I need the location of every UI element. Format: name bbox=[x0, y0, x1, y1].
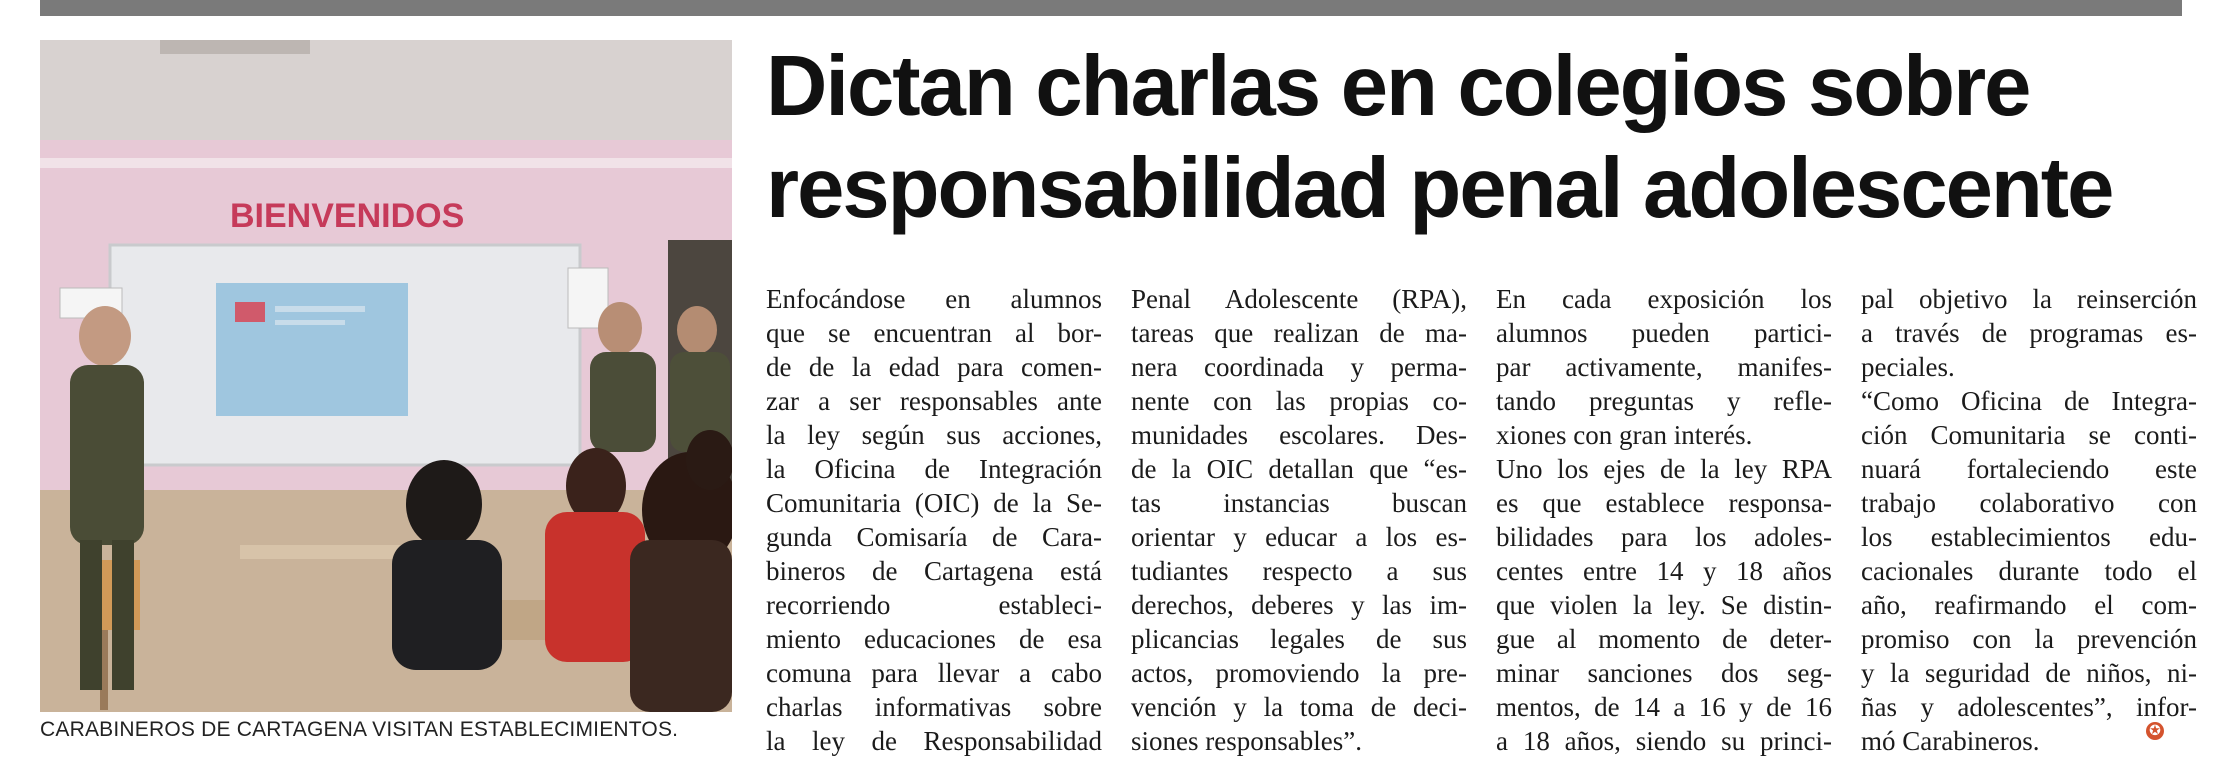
word: Integra- bbox=[2111, 386, 2197, 416]
text-line: xiones con gran interés. bbox=[1496, 420, 1753, 450]
word: (RPA), bbox=[1392, 284, 1467, 314]
word: tareas bbox=[1131, 318, 1194, 348]
word: ley bbox=[807, 420, 841, 450]
text-line bbox=[766, 588, 1102, 622]
word: su bbox=[1721, 726, 1746, 756]
text-line bbox=[1861, 384, 2197, 418]
word: (OIC) bbox=[914, 488, 980, 518]
word: que bbox=[1496, 590, 1535, 620]
text-line bbox=[1861, 554, 2197, 588]
word: de bbox=[992, 522, 1018, 552]
text-line bbox=[766, 656, 1102, 690]
text-line bbox=[1131, 350, 1467, 384]
classroom-photo-illustration bbox=[40, 40, 732, 712]
word: legales bbox=[1269, 624, 1345, 654]
word: que bbox=[766, 318, 805, 348]
word: zar bbox=[766, 386, 799, 416]
word: En bbox=[1496, 284, 1526, 314]
word: violen bbox=[1550, 590, 1618, 620]
word: reinserción bbox=[2077, 284, 2197, 314]
word: que bbox=[1542, 488, 1582, 518]
word: Se bbox=[1720, 590, 1748, 620]
text-line bbox=[766, 520, 1102, 554]
word: adoles- bbox=[1754, 522, 1832, 552]
word: Se- bbox=[1065, 488, 1102, 518]
text-line: siones responsables”. bbox=[1131, 726, 1362, 756]
word: ni- bbox=[2166, 658, 2197, 688]
word: gunda bbox=[766, 522, 832, 552]
word: y bbox=[1351, 590, 1365, 620]
word: Uno bbox=[1496, 454, 1543, 484]
word: la bbox=[1381, 658, 1402, 688]
text-line bbox=[1131, 384, 1467, 418]
word: centes bbox=[1496, 556, 1564, 586]
word: que bbox=[1369, 454, 1409, 484]
word: alumnos bbox=[1496, 318, 1588, 348]
text-line bbox=[1496, 588, 1832, 622]
word: de bbox=[2045, 658, 2071, 688]
word: Comunitaria bbox=[1930, 420, 2066, 450]
word: seguridad bbox=[1924, 658, 2030, 688]
word: reafirmando bbox=[1934, 590, 2067, 620]
word: a bbox=[818, 386, 831, 416]
word: de bbox=[2064, 386, 2090, 416]
word: bor- bbox=[1057, 318, 1102, 348]
word: coordinada bbox=[1204, 352, 1324, 382]
text-line bbox=[1861, 282, 2197, 316]
text-line bbox=[1131, 316, 1467, 350]
word: en bbox=[945, 284, 971, 314]
word: de bbox=[871, 726, 897, 756]
word: la bbox=[851, 352, 872, 382]
text-line: mó Carabineros. bbox=[1861, 726, 2040, 756]
text-line bbox=[1131, 656, 1467, 690]
word: la bbox=[1632, 590, 1653, 620]
text-line bbox=[1496, 384, 1832, 418]
word: comen- bbox=[1021, 352, 1102, 382]
word: de bbox=[766, 352, 792, 382]
word: pre- bbox=[1423, 658, 1467, 688]
headline-line: responsabilidad penal adolescente bbox=[766, 141, 2113, 236]
word: el bbox=[2177, 556, 2197, 586]
text-line bbox=[1496, 282, 1832, 316]
text-line bbox=[1496, 622, 1832, 656]
word: todo bbox=[2104, 556, 2153, 586]
text-line bbox=[1496, 316, 1832, 350]
word: ante bbox=[1056, 386, 1102, 416]
word: prevención bbox=[2077, 624, 2197, 654]
word: y bbox=[1861, 658, 1875, 688]
word: promoviendo bbox=[1215, 658, 1360, 688]
word: instancias bbox=[1223, 488, 1330, 518]
word: y bbox=[1350, 352, 1364, 382]
word: de bbox=[1981, 318, 2008, 348]
word: 14 bbox=[1633, 692, 1661, 722]
word: nuará bbox=[1861, 454, 1921, 484]
word: cacionales bbox=[1861, 556, 1974, 586]
word: los bbox=[1557, 454, 1589, 484]
word: im- bbox=[1429, 590, 1467, 620]
word: este bbox=[2155, 454, 2197, 484]
word: promiso bbox=[1861, 624, 1950, 654]
word: actos, bbox=[1131, 658, 1194, 688]
word: deci- bbox=[1413, 692, 1467, 722]
word: preguntas bbox=[1589, 386, 1694, 416]
word: durante bbox=[1998, 556, 2080, 586]
word: 18 bbox=[1522, 726, 1550, 756]
word: de bbox=[993, 488, 1019, 518]
word: la bbox=[1032, 488, 1053, 518]
word: buscan bbox=[1392, 488, 1467, 518]
word: distin- bbox=[1762, 590, 1832, 620]
top-rule bbox=[40, 0, 2182, 16]
word: encuentran bbox=[873, 318, 992, 348]
word: los bbox=[1694, 522, 1727, 552]
word: cabo bbox=[1051, 658, 1102, 688]
text-line bbox=[1131, 622, 1467, 656]
text-line bbox=[1131, 282, 1467, 316]
word: y bbox=[1727, 386, 1741, 416]
word: perma- bbox=[1390, 352, 1467, 382]
word: Adolescente bbox=[1224, 284, 1359, 314]
word: de bbox=[924, 454, 951, 484]
word: los bbox=[1800, 284, 1832, 314]
word: sanciones bbox=[1587, 658, 1693, 688]
word: co- bbox=[1432, 386, 1467, 416]
word: Cartagena bbox=[924, 556, 1034, 586]
word: Integración bbox=[979, 454, 1102, 484]
text-line bbox=[1131, 520, 1467, 554]
word: a bbox=[1386, 556, 1399, 586]
word: según bbox=[861, 420, 925, 450]
word: través bbox=[1895, 318, 1960, 348]
word: derechos, bbox=[1131, 590, 1234, 620]
word: ser bbox=[849, 386, 881, 416]
word: dos bbox=[1720, 658, 1759, 688]
word: estableci- bbox=[998, 590, 1102, 620]
word: y bbox=[1739, 692, 1753, 722]
word: los bbox=[1861, 522, 1893, 552]
text-line bbox=[1131, 452, 1467, 486]
word: Comisaría bbox=[856, 522, 968, 552]
text-line bbox=[1861, 316, 2197, 350]
word: gue bbox=[1496, 624, 1535, 654]
word: a bbox=[1355, 522, 1368, 552]
text-line bbox=[1131, 554, 1467, 588]
word: exposición bbox=[1647, 284, 1765, 314]
word: esa bbox=[1067, 624, 1102, 654]
word: con bbox=[1213, 386, 1253, 416]
word: la bbox=[1171, 454, 1192, 484]
word: de bbox=[1379, 318, 1405, 348]
word: con bbox=[2158, 488, 2197, 518]
word: plicancias bbox=[1131, 624, 1239, 654]
text-line bbox=[1496, 724, 1832, 758]
text-line bbox=[1496, 452, 1832, 486]
word: es- bbox=[2165, 318, 2197, 348]
text-line bbox=[1861, 588, 2197, 622]
text-line bbox=[1131, 588, 1467, 622]
word: mentos, bbox=[1496, 692, 1581, 722]
text-line bbox=[766, 622, 1102, 656]
word: manifes- bbox=[1737, 352, 1832, 382]
word: al bbox=[1015, 318, 1035, 348]
word: para bbox=[957, 352, 1004, 382]
word: y bbox=[1233, 692, 1247, 722]
word: Des- bbox=[1416, 420, 1467, 450]
photo-caption: CARABINEROS DE CARTAGENA VISITAN ESTABLECIMIENTOS. bbox=[40, 718, 679, 741]
word: pueden bbox=[1631, 318, 1710, 348]
word: sus bbox=[946, 420, 981, 450]
word: de bbox=[1375, 624, 1402, 654]
article-column-3 bbox=[1496, 282, 1832, 758]
word: nente bbox=[1131, 386, 1190, 416]
text-line bbox=[766, 384, 1102, 418]
word: munidades bbox=[1131, 420, 1248, 450]
word: está bbox=[1060, 556, 1102, 586]
word: conti- bbox=[2133, 420, 2197, 450]
word: sobre bbox=[1043, 692, 1102, 722]
word: de bbox=[1659, 454, 1686, 484]
word: educar bbox=[1265, 522, 1338, 552]
word: adolescentes”, bbox=[1957, 692, 2113, 722]
word: responsables bbox=[899, 386, 1038, 416]
word: a bbox=[1019, 658, 1032, 688]
word: deter- bbox=[1769, 624, 1832, 654]
word: toma bbox=[1299, 692, 1354, 722]
text-line bbox=[766, 282, 1102, 316]
text-line bbox=[1131, 418, 1467, 452]
word: de bbox=[872, 556, 898, 586]
word: y bbox=[1233, 522, 1247, 552]
word: Cara- bbox=[1042, 522, 1102, 552]
text-line bbox=[766, 350, 1102, 384]
word: propias bbox=[1329, 386, 1409, 416]
word: com- bbox=[2141, 590, 2197, 620]
text-line bbox=[1496, 350, 1832, 384]
word: OIC bbox=[1206, 454, 1254, 484]
word: Oficina bbox=[814, 454, 896, 484]
word: partici- bbox=[1754, 318, 1832, 348]
word: siendo bbox=[1635, 726, 1707, 756]
word: pal bbox=[1861, 284, 1894, 314]
word: respecto bbox=[1262, 556, 1353, 586]
word: responsa- bbox=[1728, 488, 1832, 518]
text-line bbox=[766, 418, 1102, 452]
text-line bbox=[766, 316, 1102, 350]
word: a bbox=[1673, 692, 1686, 722]
word: años bbox=[1782, 556, 1832, 586]
word: al bbox=[1556, 624, 1577, 654]
word: a bbox=[1496, 726, 1508, 756]
text-line bbox=[1861, 690, 2197, 724]
word: de bbox=[1131, 454, 1157, 484]
text-line bbox=[1861, 452, 2197, 486]
word: comuna bbox=[766, 658, 852, 688]
word: Responsabilidad bbox=[923, 726, 1102, 756]
word: establecimientos bbox=[1930, 522, 2111, 552]
word: detallan bbox=[1268, 454, 1354, 484]
word: el bbox=[2094, 590, 2114, 620]
word: de bbox=[808, 352, 835, 382]
word: la bbox=[766, 726, 786, 756]
word: par bbox=[1496, 352, 1531, 382]
text-line bbox=[766, 724, 1102, 758]
word: ejes bbox=[1603, 454, 1646, 484]
word: ley bbox=[1734, 454, 1768, 484]
word: la bbox=[1700, 454, 1720, 484]
word: la bbox=[766, 420, 786, 450]
word: programas bbox=[2029, 318, 2144, 348]
word: es bbox=[1496, 488, 1519, 518]
text-line bbox=[766, 690, 1102, 724]
word: Enfocándose bbox=[766, 284, 906, 314]
text-line bbox=[1496, 656, 1832, 690]
word: “Como bbox=[1861, 386, 1939, 416]
word: bilidades bbox=[1496, 522, 1594, 552]
text-line bbox=[1861, 656, 2197, 690]
text-line bbox=[1131, 690, 1467, 724]
word: Oficina bbox=[1961, 386, 2042, 416]
word: RPA bbox=[1781, 454, 1832, 484]
word: de bbox=[1594, 692, 1620, 722]
word: a bbox=[1861, 318, 1873, 348]
word: de bbox=[1722, 624, 1748, 654]
word: que bbox=[1214, 318, 1254, 348]
word: tas bbox=[1131, 488, 1161, 518]
word: edu- bbox=[2149, 522, 2197, 552]
article-photo bbox=[40, 40, 732, 712]
word: Comunitaria bbox=[766, 488, 901, 518]
word: la bbox=[2034, 624, 2055, 654]
text-line bbox=[1861, 520, 2197, 554]
word: año, bbox=[1861, 590, 1907, 620]
word: alumnos bbox=[1010, 284, 1102, 314]
word: recorriendo bbox=[766, 590, 891, 620]
word: la bbox=[1889, 658, 1910, 688]
word: niños, bbox=[2086, 658, 2152, 688]
word: y bbox=[1702, 556, 1717, 586]
word: ñas bbox=[1861, 692, 1897, 722]
article-column-4 bbox=[1861, 282, 2197, 758]
word: acciones, bbox=[1002, 420, 1102, 450]
word: 18 bbox=[1735, 556, 1763, 586]
word: educaciones bbox=[864, 624, 996, 654]
word: nera bbox=[1131, 352, 1178, 382]
word: sus bbox=[1432, 556, 1467, 586]
headline-line: Dictan charlas en colegios sobre bbox=[766, 39, 2030, 134]
word: momento bbox=[1598, 624, 1701, 654]
banner-text: BIENVENIDOS bbox=[230, 197, 465, 235]
word: y bbox=[1920, 692, 1934, 722]
text-line bbox=[1496, 690, 1832, 724]
word: fortaleciendo bbox=[1966, 454, 2110, 484]
word: seg- bbox=[1787, 658, 1832, 688]
word: Penal bbox=[1131, 284, 1191, 314]
text-line bbox=[1861, 486, 2197, 520]
word: objetivo bbox=[1919, 284, 2008, 314]
word: con bbox=[1972, 624, 2012, 654]
word: entre bbox=[1582, 556, 1637, 586]
word: para bbox=[871, 658, 918, 688]
word: se bbox=[2088, 420, 2111, 450]
text-line bbox=[1861, 622, 2197, 656]
text-line: peciales. bbox=[1861, 352, 1955, 382]
word: llevar bbox=[937, 658, 1000, 688]
word: de bbox=[1019, 624, 1045, 654]
word: realizan bbox=[1273, 318, 1359, 348]
word: años, bbox=[1564, 726, 1621, 756]
word: las bbox=[1275, 386, 1306, 416]
word: para bbox=[1621, 522, 1668, 552]
word: ción bbox=[1861, 420, 1908, 450]
word: establece bbox=[1605, 488, 1705, 518]
circle-star-icon: ✪ bbox=[2146, 722, 2164, 740]
word: es- bbox=[1435, 522, 1467, 552]
word: “es- bbox=[1423, 454, 1467, 484]
word: bineros bbox=[766, 556, 846, 586]
word: charlas bbox=[766, 692, 843, 722]
word: la bbox=[1263, 692, 1284, 722]
word: de bbox=[1766, 692, 1792, 722]
word: ley bbox=[812, 726, 845, 756]
word: las bbox=[1382, 590, 1413, 620]
word: tudiantes bbox=[1131, 556, 1229, 586]
word: ley. bbox=[1667, 590, 1706, 620]
headline bbox=[766, 36, 2186, 240]
text-line bbox=[766, 452, 1102, 486]
word: colaborativo bbox=[1979, 488, 2115, 518]
word: trabajo bbox=[1861, 488, 1936, 518]
word: vención bbox=[1131, 692, 1217, 722]
word: minar bbox=[1496, 658, 1559, 688]
word: escolares. bbox=[1279, 420, 1385, 450]
word: deberes bbox=[1251, 590, 1334, 620]
word: edad bbox=[888, 352, 940, 382]
article-column-1 bbox=[766, 282, 1102, 758]
text-line bbox=[766, 486, 1102, 520]
article-column-2 bbox=[1131, 282, 1467, 758]
word: activamente, bbox=[1565, 352, 1703, 382]
text-line bbox=[1496, 486, 1832, 520]
text-line bbox=[766, 554, 1102, 588]
word: de bbox=[1370, 692, 1397, 722]
word: la bbox=[766, 454, 786, 484]
text-line bbox=[1131, 486, 1467, 520]
word: miento bbox=[766, 624, 841, 654]
word: sus bbox=[1432, 624, 1467, 654]
word: princi- bbox=[1759, 726, 1832, 756]
text-line bbox=[1496, 554, 1832, 588]
word: 16 bbox=[1698, 692, 1726, 722]
text-line bbox=[1496, 520, 1832, 554]
word: la bbox=[2032, 284, 2053, 314]
word: infor- bbox=[2136, 692, 2197, 722]
word: los bbox=[1385, 522, 1418, 552]
word: refle- bbox=[1773, 386, 1832, 416]
word: se bbox=[828, 318, 851, 348]
word: tando bbox=[1496, 386, 1556, 416]
word: informativas bbox=[874, 692, 1012, 722]
word: 16 bbox=[1804, 692, 1832, 722]
word: orientar bbox=[1131, 522, 1215, 552]
word: ma- bbox=[1424, 318, 1467, 348]
word: cada bbox=[1562, 284, 1612, 314]
word: 14 bbox=[1656, 556, 1684, 586]
text-line bbox=[1861, 418, 2197, 452]
